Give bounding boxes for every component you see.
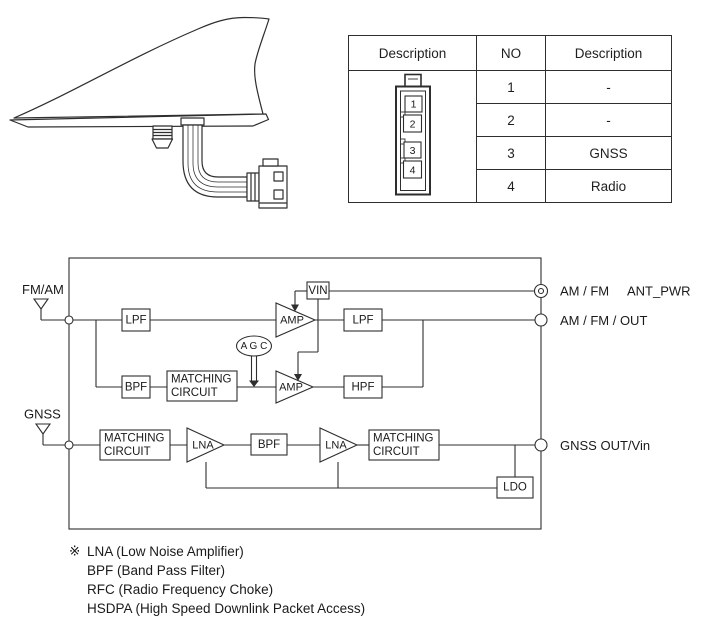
connector-pin-3: 3 <box>409 145 415 157</box>
ant-pwr-terminal-label-1: AM / FM <box>560 283 610 299</box>
fm-am-antenna-icon <box>34 299 48 309</box>
agc-label: A G C <box>240 341 268 352</box>
connector-pinout-illustration <box>391 73 435 197</box>
matching-circuit-gnss-in-label-line1: MATCHING <box>104 432 165 445</box>
pin-table <box>348 35 672 203</box>
legend <box>69 544 365 617</box>
gnss-antenna-label: GNSS <box>24 406 61 422</box>
cell-desc-4: Radio <box>546 170 672 203</box>
amp2-label: AMP <box>279 381 303 394</box>
cell-no-1: 1 <box>477 71 546 104</box>
table-header-row <box>349 36 672 71</box>
cell-no-3: 3 <box>477 137 546 170</box>
gnss-antenna-icon <box>36 424 50 434</box>
header-description-right: Description <box>546 36 672 71</box>
hpf-label: HPF <box>351 381 375 394</box>
bpf2-label: BPF <box>257 439 281 451</box>
matching-circuit-gnss-out-label-line2: CIRCUIT <box>373 446 420 458</box>
ant-pwr-terminal-label-2: ANT_PWR <box>627 283 691 299</box>
vin-label: VIN <box>308 285 328 297</box>
cable-flange <box>181 118 204 125</box>
antenna-block-diagram <box>0 245 701 634</box>
am-fm-out-terminal <box>535 314 547 326</box>
legend-line-lna: LNA (Low Noise Amplifier) <box>87 544 244 559</box>
cell-no-4: 4 <box>477 170 546 203</box>
lpf1-label: LPF <box>125 314 147 327</box>
shark-fin-antenna-illustration <box>0 0 340 212</box>
matching-circuit-fm-label-line2: CIRCUIT <box>171 387 218 399</box>
fm-am-antenna-label: FM/AM <box>22 282 64 297</box>
arrow-agc-down <box>249 381 259 388</box>
ant-pwr-terminal-inner <box>539 289 544 294</box>
cell-desc-3: GNSS <box>546 137 672 170</box>
lna1-label: LNA <box>192 439 214 452</box>
connector-pin-2: 2 <box>409 118 415 131</box>
gnss-out-terminal-label: GNSS OUT/Vin <box>560 438 651 453</box>
lpf2-label: LPF <box>352 314 374 327</box>
mounting-bolt <box>152 126 173 148</box>
header-description-left: Description <box>349 36 477 71</box>
fin-outline <box>14 18 269 119</box>
legend-line-hsdpa: HSDPA (High Speed Downlink Packet Access) <box>87 601 366 616</box>
legend-reference-marker: ※ <box>69 543 81 559</box>
connector-image-cell <box>349 71 477 203</box>
amp1-label: AMP <box>280 314 304 327</box>
table-row <box>349 71 672 104</box>
legend-line-rfc: RFC (Radio Frequency Choke) <box>87 582 274 597</box>
cell-desc-1: - <box>546 71 672 104</box>
bpf1-label: BPF <box>124 381 148 394</box>
connector-pin-4: 4 <box>409 164 415 177</box>
gnss-out-terminal <box>535 439 547 451</box>
matching-circuit-gnss-out-label-line1: MATCHING <box>373 432 434 445</box>
ldo-label: LDO <box>503 481 527 494</box>
legend-line-bpf: BPF (Band Pass Filter) <box>87 563 226 578</box>
cell-desc-2: - <box>546 104 672 137</box>
cell-no-2: 2 <box>477 104 546 137</box>
lna2-label: LNA <box>325 439 347 452</box>
matching-circuit-gnss-in-label-line2: CIRCUIT <box>104 446 151 458</box>
cable-connector <box>247 159 287 208</box>
antenna-cable <box>183 125 247 197</box>
matching-circuit-fm-label-line1: MATCHING <box>171 373 232 386</box>
fm-am-input-node <box>65 316 73 324</box>
gnss-input-node <box>65 441 73 449</box>
header-no: NO <box>477 36 546 71</box>
am-fm-out-terminal-label: AM / FM / OUT <box>560 313 648 328</box>
connector-pin-1: 1 <box>410 98 416 111</box>
